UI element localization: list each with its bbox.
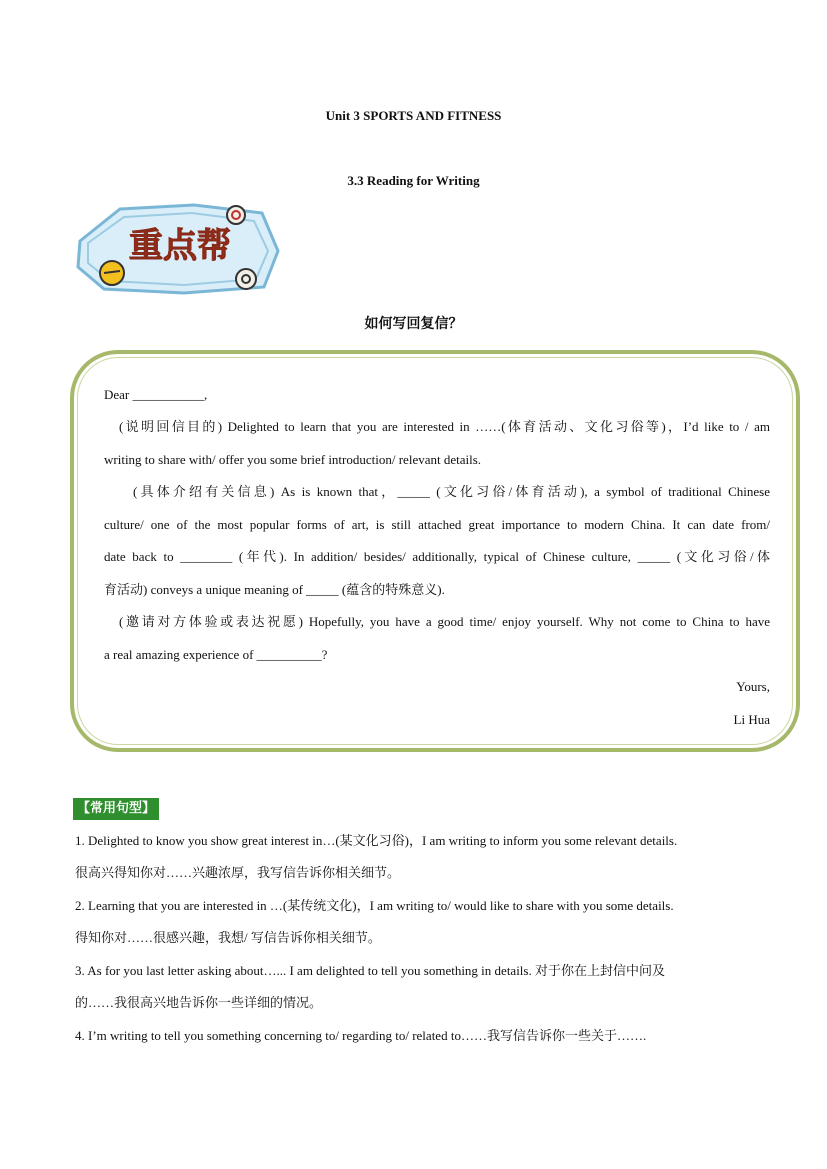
letter-line: (说明回信目的) Delighted to learn that you are interested in ……(体育活动、文化习俗等)，I’d like to / am — [119, 419, 770, 434]
letter-signature: Li Hua — [733, 712, 770, 727]
letter-line: culture/ one of the most popular forms of art, is still attached great importance to modern China. It can date from/ — [104, 517, 770, 532]
phrase-translation: 得知你对……很感兴趣，我想/ 写信告诉你相关细节。 — [75, 930, 381, 945]
letter-salutation: Dear ___________, — [104, 387, 208, 402]
phrase-line: 1. Delighted to know you show great interest in…(某文化习俗)，I am writing to inform you some relevant details. — [75, 833, 678, 848]
letter-line: 育活动) conveys a unique meaning of _____ (蕴含的特殊意义). — [104, 582, 445, 597]
letter-line: (邀请对方体验或表达祝愿) Hopefully, you have a good time/ enjoy yourself. Why not come to China to have — [119, 614, 770, 629]
phrase-translation: 很高兴得知你对……兴趣浓厚，我写信告诉你相关细节。 — [75, 865, 401, 880]
letter-line: (具体介绍有关信息) As is known that，_____ (文化习俗/体育活动), a symbol of traditional Chinese — [133, 484, 770, 499]
phrase-line: 的……我很高兴地告诉你一些详细的情况。 — [75, 995, 323, 1010]
letter-line: a real amazing experience of __________? — [104, 647, 328, 662]
unit-title: Unit 3 SPORTS AND FITNESS — [325, 108, 502, 123]
section-heading: 如何写回复信？ — [364, 316, 463, 332]
phrase-line: 4. I’m writing to tell you something concerning to/ regarding to/ related to……我写信告诉你一些关于……. — [75, 1028, 647, 1043]
phrase-line: 3. As for you last letter asking about…... I am delighted to tell you something in details. 对于你在上封信中问及 — [75, 963, 665, 978]
lesson-title: 3.3 Reading for Writing — [347, 173, 480, 188]
logo-badge — [74, 201, 284, 297]
letter-closing: Yours, — [736, 679, 770, 694]
common-phrases-label: 【常用句型】 — [73, 798, 159, 820]
logo-text: 重点帮 — [129, 226, 231, 266]
letter-line: date back to ________ (年代). In addition/ besides/ additionally, typical of Chinese culture, _____ (文化习俗/体 — [104, 549, 770, 564]
phrase-line: 2. Learning that you are interested in …(某传统文化)，I am writing to/ would like to share with you some details. — [75, 898, 674, 913]
letter-line: writing to share with/ offer you some brief introduction/ relevant details. — [104, 452, 482, 467]
